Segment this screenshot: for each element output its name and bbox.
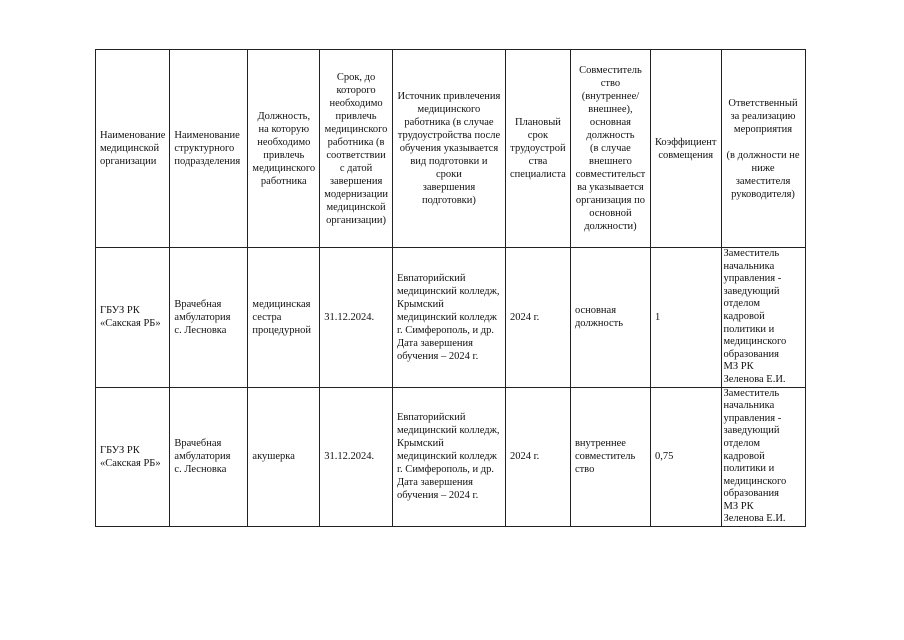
text-line: Крымский	[396, 438, 444, 450]
text-line: обучения – 2024 г.	[396, 350, 479, 362]
text-line: Ответственный	[728, 97, 798, 109]
text-line: трудоустрой	[510, 143, 566, 154]
text-line: организация по	[575, 195, 645, 206]
text-line: Наименование	[174, 130, 240, 141]
text-line: процедурной	[252, 324, 312, 336]
table-row	[96, 387, 806, 527]
text-line: совместитель	[574, 451, 636, 463]
text-line: (в должности не	[726, 149, 800, 161]
text-line: управления -	[723, 412, 782, 424]
text-line: МЗ РК	[723, 361, 754, 373]
cell-deadline: 31.12.2024.	[320, 387, 393, 527]
text-line: (внутреннее/	[581, 91, 640, 102]
header-planned-term	[505, 50, 570, 248]
text-line: Зеленова Е.И.	[723, 373, 786, 385]
text-line: работника (в случае	[404, 117, 494, 128]
text-line: медицинской	[326, 201, 386, 213]
text-line: привлечь	[263, 149, 305, 161]
text-line: Плановый	[514, 117, 561, 128]
cell-organization	[96, 387, 170, 527]
text-line: медицинского	[417, 104, 481, 115]
text-line: амбулатория	[174, 311, 231, 323]
cell-source	[392, 248, 505, 388]
text-line: медицинского	[723, 475, 787, 487]
text-line: г. Симферополь, и др.	[396, 464, 495, 476]
text-line: г. Симферополь, и др.	[396, 324, 495, 336]
text-line: заведующий	[723, 425, 780, 437]
text-line: образования	[723, 348, 779, 360]
text-line: Крымский	[396, 298, 444, 310]
cell-position	[248, 248, 320, 388]
text-line: Заместитель	[723, 387, 780, 399]
text-line: необходимо	[257, 136, 311, 148]
text-line: начальника	[723, 400, 775, 412]
text-line: должность	[574, 318, 624, 330]
text-line	[726, 136, 801, 149]
text-line: совмещения	[658, 149, 714, 161]
text-line: Дата завершения	[396, 337, 473, 349]
text-line: модернизации	[324, 188, 388, 200]
text-line: ство	[574, 464, 595, 476]
text-line: работника (в	[327, 136, 385, 148]
text-line: структурного	[174, 143, 235, 154]
text-line: подготовки)	[421, 195, 476, 206]
text-line: Наименование	[100, 130, 166, 141]
text-line: совместительст	[575, 169, 646, 180]
text-line: акушерка	[252, 451, 295, 463]
text-line: «Сакская РБ»	[100, 318, 161, 330]
text-line: медицинский колледж	[396, 311, 497, 323]
text-line: ниже	[751, 162, 775, 174]
text-line: заместителя	[735, 175, 791, 187]
text-line: Должность,	[257, 110, 311, 122]
text-line: медицинский колледж,	[396, 425, 500, 437]
header-deadline	[320, 50, 393, 248]
text-line: Врачебная	[174, 298, 222, 310]
text-line: кадровой	[723, 310, 765, 322]
text-line: кадровой	[723, 450, 765, 462]
text-line: медицинский колледж,	[396, 285, 500, 297]
cell-planned-term: 2024 г.	[505, 387, 570, 527]
text-line: с. Лесновка	[174, 464, 227, 476]
text-line: Евпаторийский	[396, 272, 466, 284]
text-line: начальника	[723, 260, 775, 272]
text-line: Заместитель	[723, 248, 780, 259]
cell-unit	[170, 248, 248, 388]
table-row	[96, 248, 806, 388]
cell-coefficient: 1	[650, 248, 721, 388]
cell-responsible	[721, 387, 805, 527]
cell-position	[248, 387, 320, 527]
text-line: руководителя)	[731, 188, 795, 200]
cell-deadline: 31.12.2024.	[320, 248, 393, 388]
header-position	[248, 50, 320, 248]
staffing-plan-table	[95, 49, 806, 527]
text-line: организации	[100, 156, 157, 167]
text-line: специалиста	[510, 169, 566, 180]
text-line: «Сакская РБ»	[100, 457, 161, 469]
text-line: трудоустройства после	[397, 130, 501, 141]
text-line: с. Лесновка	[174, 324, 227, 336]
text-line: медицинского	[723, 336, 787, 348]
text-line: ства	[528, 156, 548, 167]
header-unit	[170, 50, 248, 248]
text-line: за реализацию	[730, 110, 796, 122]
text-line: подразделения	[174, 156, 241, 167]
header-combination	[570, 50, 650, 248]
cell-responsible	[721, 248, 805, 388]
text-line: срок	[527, 130, 549, 141]
text-line: Зеленова Е.И.	[723, 513, 786, 525]
text-line: внешнее),	[588, 104, 633, 115]
text-line: Источник привлечения	[397, 91, 501, 102]
text-line: амбулатория	[174, 451, 231, 463]
text-line: медицинский колледж	[396, 451, 497, 463]
cell-combination	[570, 387, 650, 527]
text-line: необходимо	[329, 97, 383, 109]
text-line: основная	[589, 117, 631, 128]
cell-combination	[570, 248, 650, 388]
text-line: работника	[260, 175, 307, 187]
text-line: Коэффициент	[654, 136, 717, 148]
text-line: заведующий	[723, 285, 780, 297]
cell-unit	[170, 387, 248, 527]
text-line: медицинская	[252, 298, 311, 310]
text-line: Дата завершения	[396, 477, 473, 489]
text-line: Совместитель	[579, 65, 642, 76]
text-line: образования	[723, 488, 779, 500]
text-line: сестра	[252, 311, 282, 323]
text-line: (в случае	[590, 143, 631, 154]
text-line: соответствии	[326, 149, 386, 161]
text-line: должность	[586, 130, 635, 141]
text-line: завершения	[329, 175, 383, 187]
text-line: Евпаторийский	[396, 412, 466, 424]
text-line: медицинской	[100, 143, 160, 154]
cell-organization	[96, 248, 170, 388]
text-line: вид подготовки и сроки	[410, 156, 488, 180]
text-line: на которую	[258, 123, 310, 135]
text-line: Срок, до	[336, 71, 376, 83]
text-line: ство	[600, 78, 621, 89]
text-line: внутреннее	[574, 438, 626, 450]
cell-source	[392, 387, 505, 527]
text-line: привлечь	[335, 110, 377, 122]
header-responsible	[721, 50, 805, 248]
text-line: Врачебная	[174, 438, 222, 450]
text-line: должности)	[584, 221, 637, 232]
header-coefficient	[650, 50, 721, 248]
text-line: управления -	[723, 273, 782, 285]
text-line: обучения – 2024 г.	[396, 490, 479, 502]
text-line: политики и	[723, 323, 775, 335]
cell-coefficient: 0,75	[650, 387, 721, 527]
text-line: которого	[336, 84, 376, 96]
text-line: основной	[589, 208, 632, 219]
cell-planned-term: 2024 г.	[505, 248, 570, 388]
text-line: политики и	[723, 463, 775, 475]
text-line: организации)	[326, 214, 386, 226]
text-line: мероприятия	[733, 123, 793, 135]
text-line: ГБУЗ РК	[100, 444, 140, 456]
text-line: отделом	[723, 437, 761, 449]
text-line: отделом	[723, 298, 761, 310]
text-line: медицинского	[324, 123, 388, 135]
header-source	[392, 50, 505, 248]
table-header-row	[96, 50, 806, 248]
text-line: с датой	[339, 162, 373, 174]
text-line: медицинского	[252, 162, 316, 174]
text-line: ва указывается	[577, 182, 644, 193]
text-line: ГБУЗ РК	[100, 305, 140, 317]
text-line: МЗ РК	[723, 500, 754, 512]
text-line: внешнего	[588, 156, 632, 167]
text-line: основная	[574, 305, 617, 317]
header-organization	[96, 50, 170, 248]
text-line: обучения указывается	[399, 143, 499, 154]
text-line: завершения	[422, 182, 476, 193]
